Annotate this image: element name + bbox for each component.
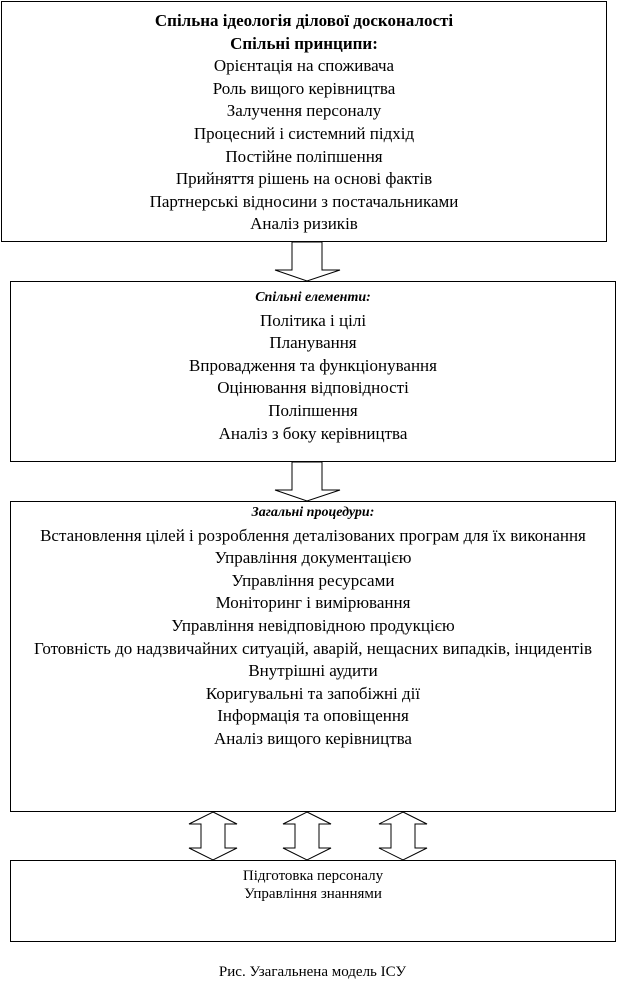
procedure-item: Управління невідповідною продукцією <box>171 615 455 635</box>
element-item: Оцінювання відповідності <box>217 378 409 398</box>
procedure-item: Готовність до надзвичайних ситуацій, аварій, нещасних випадків, інцидентів <box>33 638 592 658</box>
principle-item: Роль вищого керівництва <box>212 78 396 98</box>
figure-caption: Рис. Узагальнена модель ІСУ <box>218 964 407 980</box>
procedure-item: Коригувальні та запобіжні дії <box>205 683 421 703</box>
procedure-item: Управління ресурсами <box>231 570 395 590</box>
double-arrow-right <box>379 812 427 860</box>
procedure-item: Встановлення цілей і розроблення деталізованих програм для їх виконання <box>40 525 586 545</box>
principle-item: Партнерські відносини з постачальниками <box>149 191 459 211</box>
support-item: Підготовка персоналу <box>242 868 384 884</box>
procedure-item: Моніторинг і вимірювання <box>215 593 411 613</box>
support-item: Управління знаннями <box>244 886 382 902</box>
box2-title: Спільні елементи: <box>255 290 371 305</box>
double-arrow-center <box>283 812 331 860</box>
principle-item: Постійне поліпшення <box>225 146 383 166</box>
element-item: Впровадження та функціонування <box>189 355 437 375</box>
principle-item: Процесний і системний підхід <box>193 123 415 143</box>
procedure-item: Управління документацією <box>214 548 412 568</box>
principle-item: Аналіз ризиків <box>250 214 358 234</box>
element-item: Планування <box>269 333 357 353</box>
procedure-item: Внутрішні аудити <box>248 661 378 681</box>
procedure-item: Аналіз вищого керівництва <box>214 728 412 748</box>
double-arrow-left <box>189 812 237 860</box>
box3-title: Загальні процедури: <box>251 505 375 520</box>
down-arrow-1 <box>275 242 340 281</box>
element-item: Аналіз з боку керівництва <box>218 423 408 443</box>
element-item: Поліпшення <box>268 400 358 420</box>
box1-title: Спільна ідеологія ділової досконалості <box>154 11 454 30</box>
element-item: Політика і цілі <box>259 310 367 330</box>
principle-item: Залучення персоналу <box>226 101 382 121</box>
principle-item: Прийняття рішень на основі фактів <box>175 169 433 189</box>
procedure-item: Інформація та оповіщення <box>217 706 409 726</box>
principle-item: Орієнтація на споживача <box>213 56 395 76</box>
down-arrow-2 <box>275 462 340 501</box>
box1-subtitle: Спільні принципи: <box>230 33 378 53</box>
